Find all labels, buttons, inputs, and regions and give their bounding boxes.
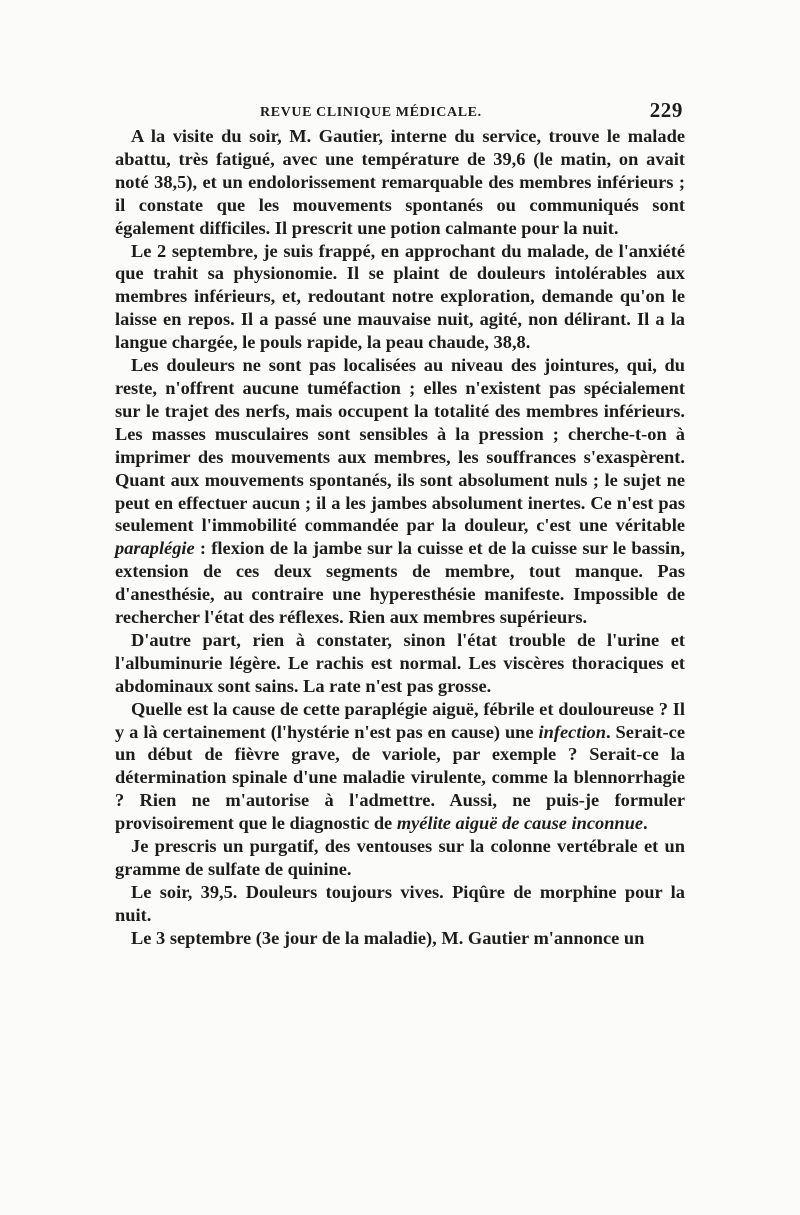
paragraph [115, 927, 685, 950]
running-title: REVUE CLINIQUE MÉDICALE. [260, 105, 482, 120]
paragraph [115, 354, 685, 629]
text-run: Je prescris un purgatif, des ventouses sur la colonne vertébrale et un gramme de sulfate de quinine. [115, 836, 685, 879]
document-page [115, 96, 685, 950]
body-text [115, 125, 685, 950]
paragraph [115, 629, 685, 698]
text-run: Les douleurs ne sont pas localisées au niveau des jointures, qui, du reste, n'offrent aucune tuméfaction ; elles n'existent pas spécialement sur le trajet des nerfs, mais occupent la totalité des membres inférieurs. Les masses musculaires sont sensibles à la pression ; cherche-t-on à imprimer des mouvements aux membres, les souffrances s'exaspèrent. Quant aux mouvements spontanés, ils sont absolument nuls ; le sujet ne peut en effectuer aucun ; il a les jambes absolument inertes. Ce n'est pas seulement l'immobilité commandée par la douleur, c'est une véritable [115, 355, 685, 536]
page-header [115, 96, 685, 124]
italic-term: myélite aiguë de cause inconnue [396, 813, 644, 834]
text-run: Le 2 septembre, je suis frappé, en approchant du malade, de l'anxiété que trahit sa physionomie. Il se plaint de douleurs intolérables aux membres inférieurs, et, redoutant notre exploration, demande qu'on le laisse en repos. Il a passé une mauvaise nuit, agité, non délirant. Il a la langue chargée, le pouls rapide, la peau chaude, 38,8. [115, 240, 685, 353]
paragraph [115, 240, 685, 355]
text-run: Le soir, 39,5. Douleurs toujours vives. Piqûre de morphine pour la nuit. [115, 881, 685, 925]
paragraph [115, 125, 685, 240]
italic-term: infection [538, 721, 606, 742]
text-run: A la visite du soir, M. Gautier, interne du service, trouve le malade abattu, très fatigué, avec une température de 39,6 (le matin, on avait noté 38,5), et un endolorissement remarquable des membres inférieurs ; il constate que les mouvements spontanés ou communiqués sont également difficiles. Il prescrit une potion calmante pour la nuit. [115, 126, 685, 238]
text-run: : flexion de la jambe sur la cuisse et de la cuisse sur le bassin, extension de ces deux segments de membre, tout manque. Pas d'anesthésie, au contraire une hyperesthésie manifeste. Impossible de rechercher l'état des réflexes. Rien aux membres supérieurs. [115, 538, 685, 628]
text-run: . [643, 813, 648, 834]
text-run: Quelle est la cause de cette paraplégie aiguë, fébrile et douloureuse ? Il y a là certainement (l'hystérie n'est pas en cause) une [115, 698, 685, 742]
paragraph [115, 881, 685, 927]
text-run: . Serait-ce un début de fièvre grave, de variole, par exemple ? Serait-ce la détermination spinale d'une maladie virulente, comme la blennorrhagie ? Rien ne m'autorise à l'admettre. Aussi, ne puis-je formuler provisoirement que le diagnostic de [115, 721, 685, 834]
page-number: 229 [649, 98, 683, 122]
italic-term: paraplégie [115, 538, 195, 559]
text-run: Le 3 septembre (3e jour de la maladie), M. Gautier m'annonce un [131, 927, 645, 948]
paragraph [115, 698, 685, 835]
text-run: D'autre part, rien à constater, sinon l'état trouble de l'urine et l'albuminurie légère. Le rachis est normal. Les viscères thoraciques et abdominaux sont sains. La rate n'est pas grosse. [115, 629, 685, 696]
paragraph [115, 835, 685, 881]
